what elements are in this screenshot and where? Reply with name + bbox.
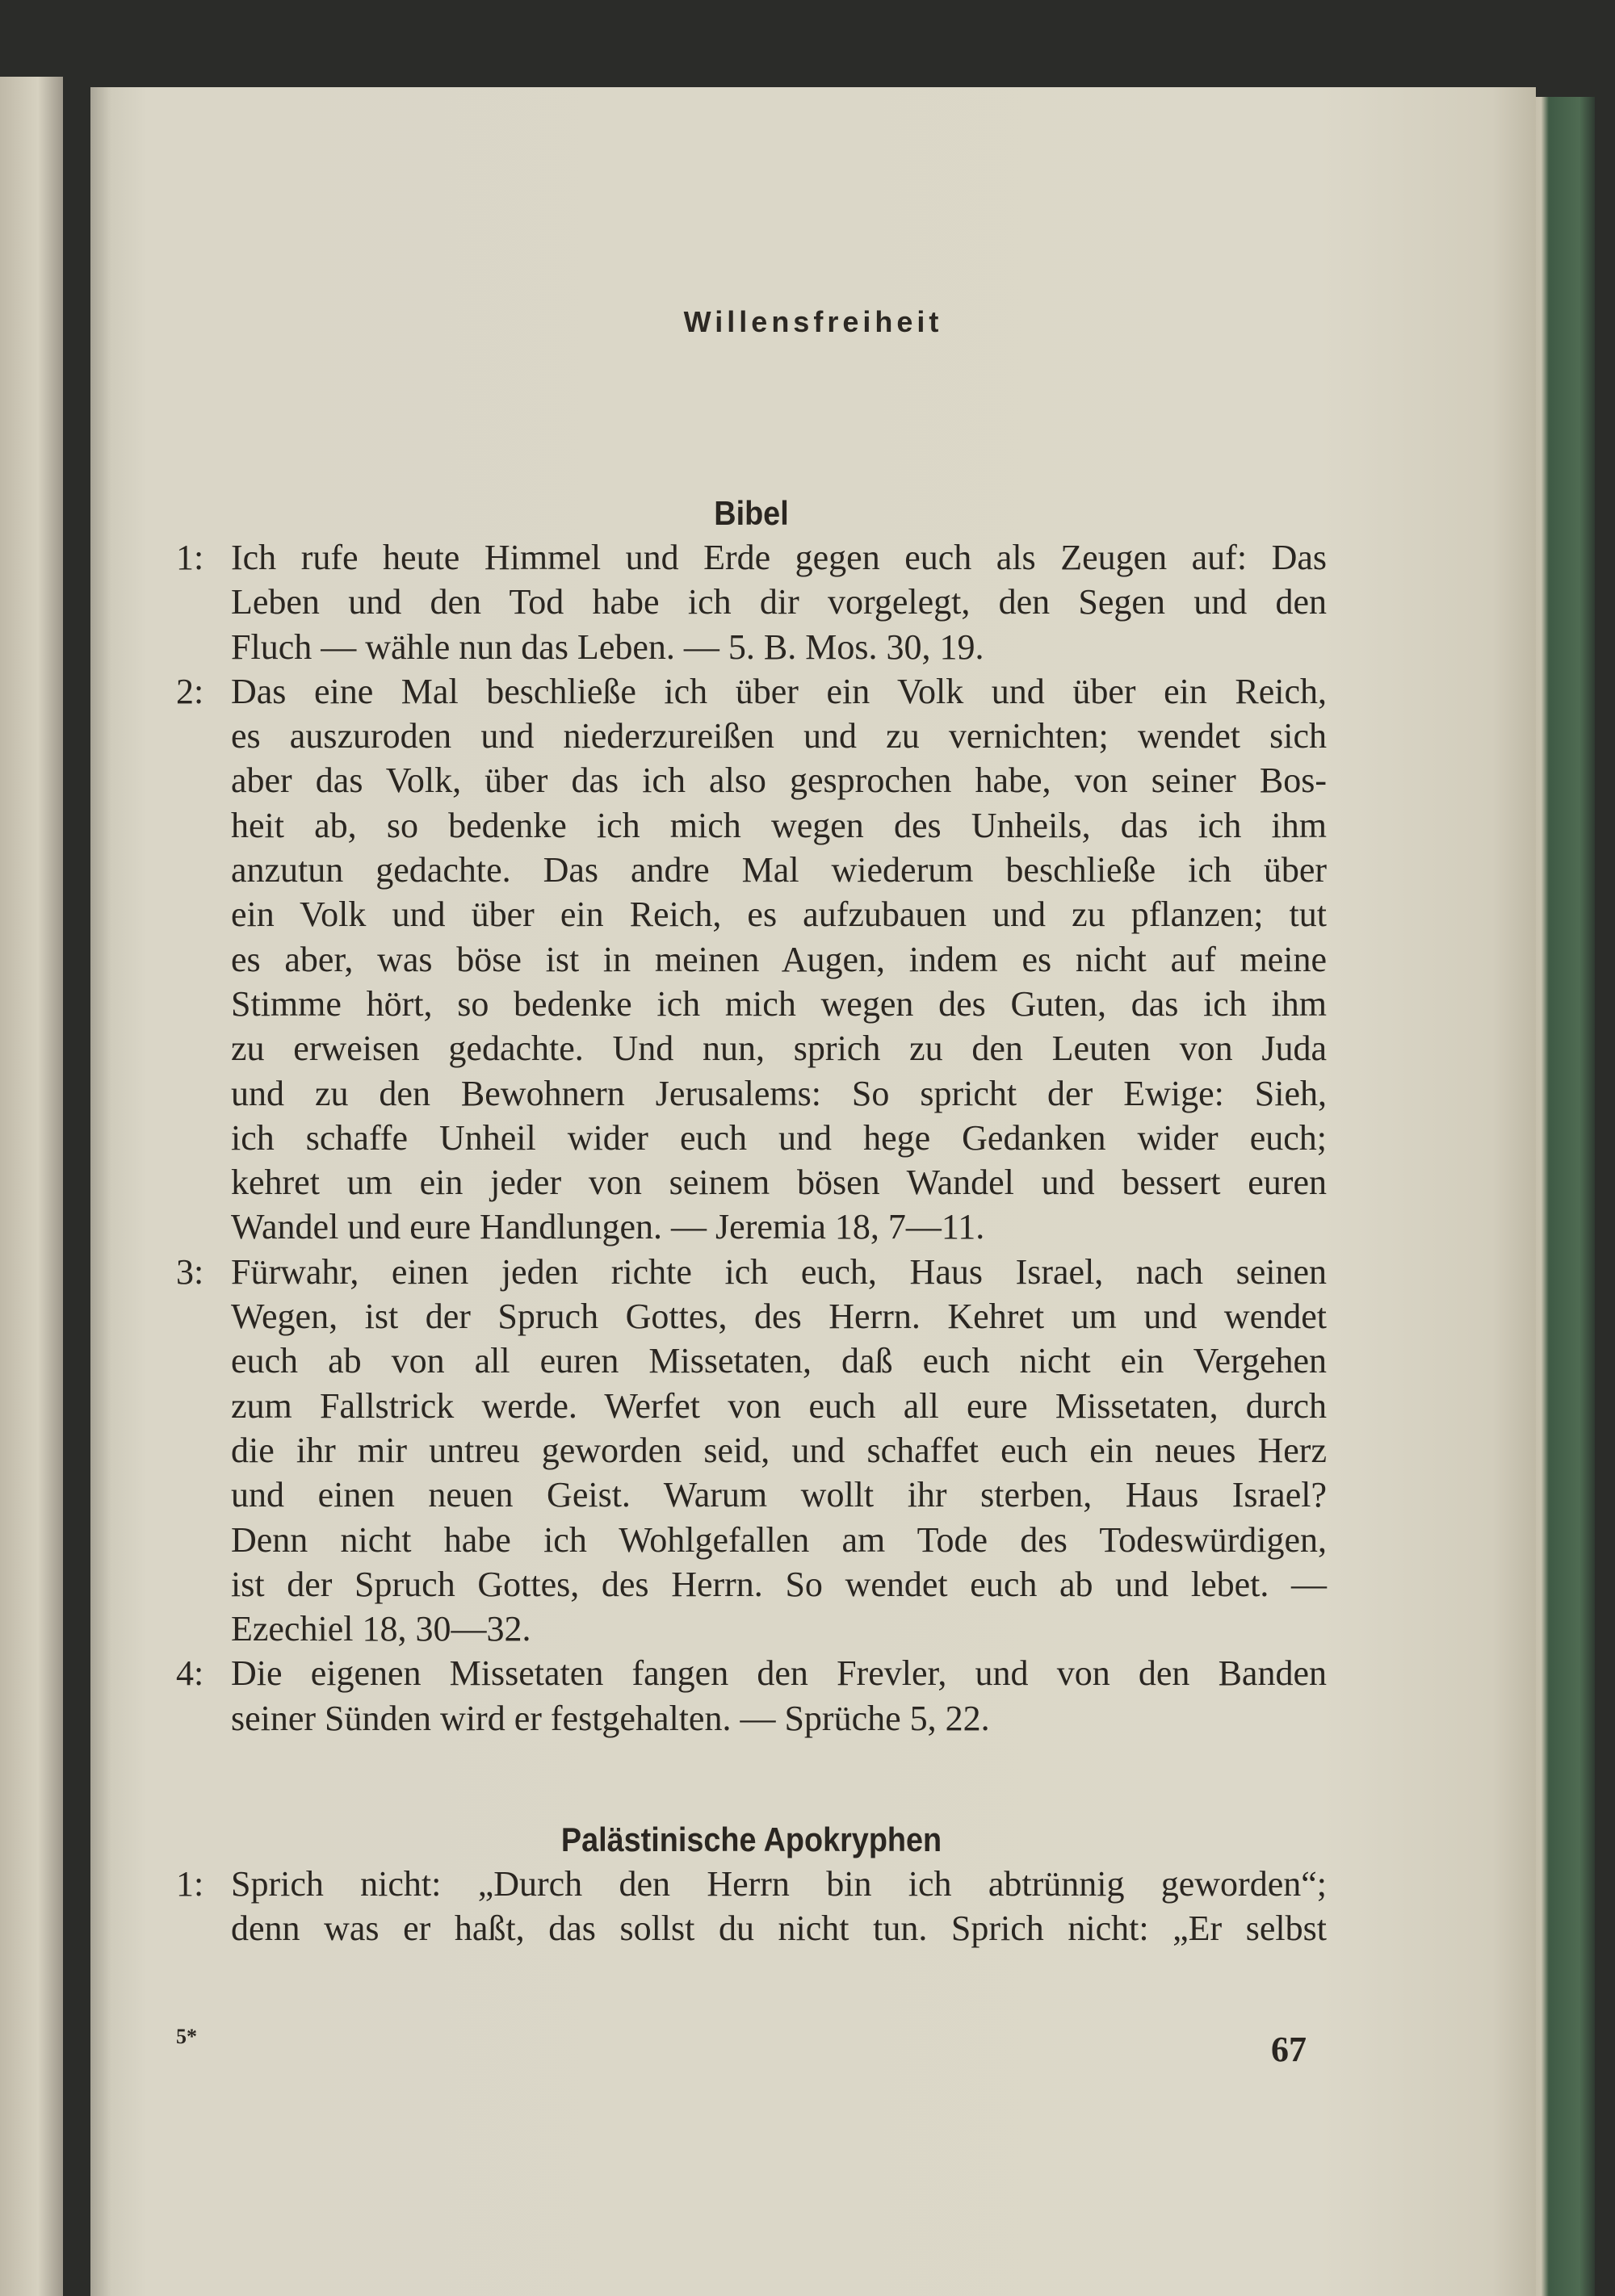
page-body: [176, 491, 1327, 1951]
verse-item: [176, 1862, 1327, 1951]
text-line: Das eine Mal beschließe ich über ein Volk und über ein Reich,: [231, 671, 1327, 711]
text-line: Die eigenen Missetaten fangen den Frevler, und von den Banden: [231, 1653, 1327, 1694]
text-line: die ihr mir untreu geworden seid, und schaffet euch ein neues Herz: [231, 1430, 1327, 1470]
text-line: ist der Spruch Gottes, des Herrn. So wendet euch ab und lebet. —: [231, 1564, 1327, 1604]
text-line: und einen neuen Geist. Warum wollt ihr sterben, Haus Israel?: [231, 1475, 1327, 1515]
section: [176, 491, 1327, 1741]
verse-number: 1:: [176, 1864, 204, 1904]
text-line: euch ab von all euren Missetaten, daß euch nicht ein Vergehen: [231, 1341, 1327, 1381]
verse-item: [176, 1651, 1327, 1741]
text-line: Sprich nicht: „Durch den Herrn bin ich abtrünnig geworden“;: [231, 1864, 1327, 1904]
signature-mark: 5*: [176, 2025, 197, 2048]
verse-number: 4:: [176, 1653, 204, 1694]
text-line: Wegen, ist der Spruch Gottes, des Herrn. Kehret um und wendet: [231, 1297, 1327, 1337]
text-line: Wandel und eure Handlungen. — Jeremia 18, 7—11.: [231, 1207, 985, 1247]
text-line: anzutun gedachte. Das andre Mal wiederum beschließe ich über: [231, 850, 1327, 890]
text-line: heit ab, so bedenke ich mich wegen des Unheils, das ich ihm: [231, 805, 1327, 845]
text-line: ein Volk und über ein Reich, es aufzubauen und zu pflanzen; tut: [231, 895, 1327, 935]
section-heading: Palästinische Apokryphen: [560, 1820, 942, 1859]
facing-page-edge: [0, 77, 63, 2296]
text-line: aber das Volk, über das ich also gesprochen habe, von seiner Bos-: [231, 760, 1327, 801]
text-line: es auszuroden und niederzureißen und zu vernichten; wendet sich: [231, 716, 1327, 756]
text-line: Leben und den Tod habe ich dir vorgelegt, den Segen und den: [231, 582, 1327, 622]
text-line: und zu den Bewohnern Jerusalems: So spricht der Ewige: Sieh,: [231, 1073, 1327, 1113]
text-line: ich schaffe Unheil wider euch und hege Gedanken wider euch;: [231, 1117, 1327, 1158]
verse-item: [176, 669, 1327, 1250]
verse-number: 2:: [176, 671, 204, 711]
verse-number: 3:: [176, 1251, 204, 1292]
page-number: 67: [1271, 2030, 1307, 2069]
text-line: denn was er haßt, das sollst du nicht tun. Sprich nicht: „Er selbst: [231, 1908, 1327, 1949]
text-line: Stimme hört, so bedenke ich mich wegen des Guten, das ich ihm: [231, 983, 1327, 1024]
verse-item: [176, 535, 1327, 669]
text-line: Ich rufe heute Himmel und Erde gegen euch als Zeugen auf: Das: [231, 538, 1327, 577]
verse-item: [176, 1250, 1327, 1652]
text-line: zu erweisen gedachte. Und nun, sprich zu den Leuten von Juda: [231, 1029, 1327, 1069]
running-title: Willensfreiheit: [683, 305, 943, 338]
text-line: Fürwahr, einen jeden richte ich euch, Haus Israel, nach seinen: [231, 1251, 1327, 1292]
section-heading: Bibel: [714, 494, 789, 532]
text-line: kehret um ein jeder von seinem bösen Wandel und bessert euren: [231, 1163, 1327, 1203]
text-line: Ezechiel 18, 30—32.: [231, 1609, 531, 1649]
verse-number: 1:: [176, 538, 204, 577]
text-line: zum Fallstrick werde. Werfet von euch all eure Missetaten, durch: [231, 1385, 1327, 1426]
text-line: Fluch — wähle nun das Leben. — 5. B. Mos. 30, 19.: [231, 626, 984, 667]
text-line: es aber, was böse ist in meinen Augen, indem es nicht auf meine: [231, 939, 1327, 979]
book-page: [90, 87, 1536, 2296]
text-line: Denn nicht habe ich Wohlgefallen am Tode des Todeswürdigen,: [231, 1519, 1327, 1560]
section: [176, 1817, 1327, 1951]
text-line: seiner Sünden wird er festgehalten. — Sprüche 5, 22.: [231, 1698, 990, 1738]
